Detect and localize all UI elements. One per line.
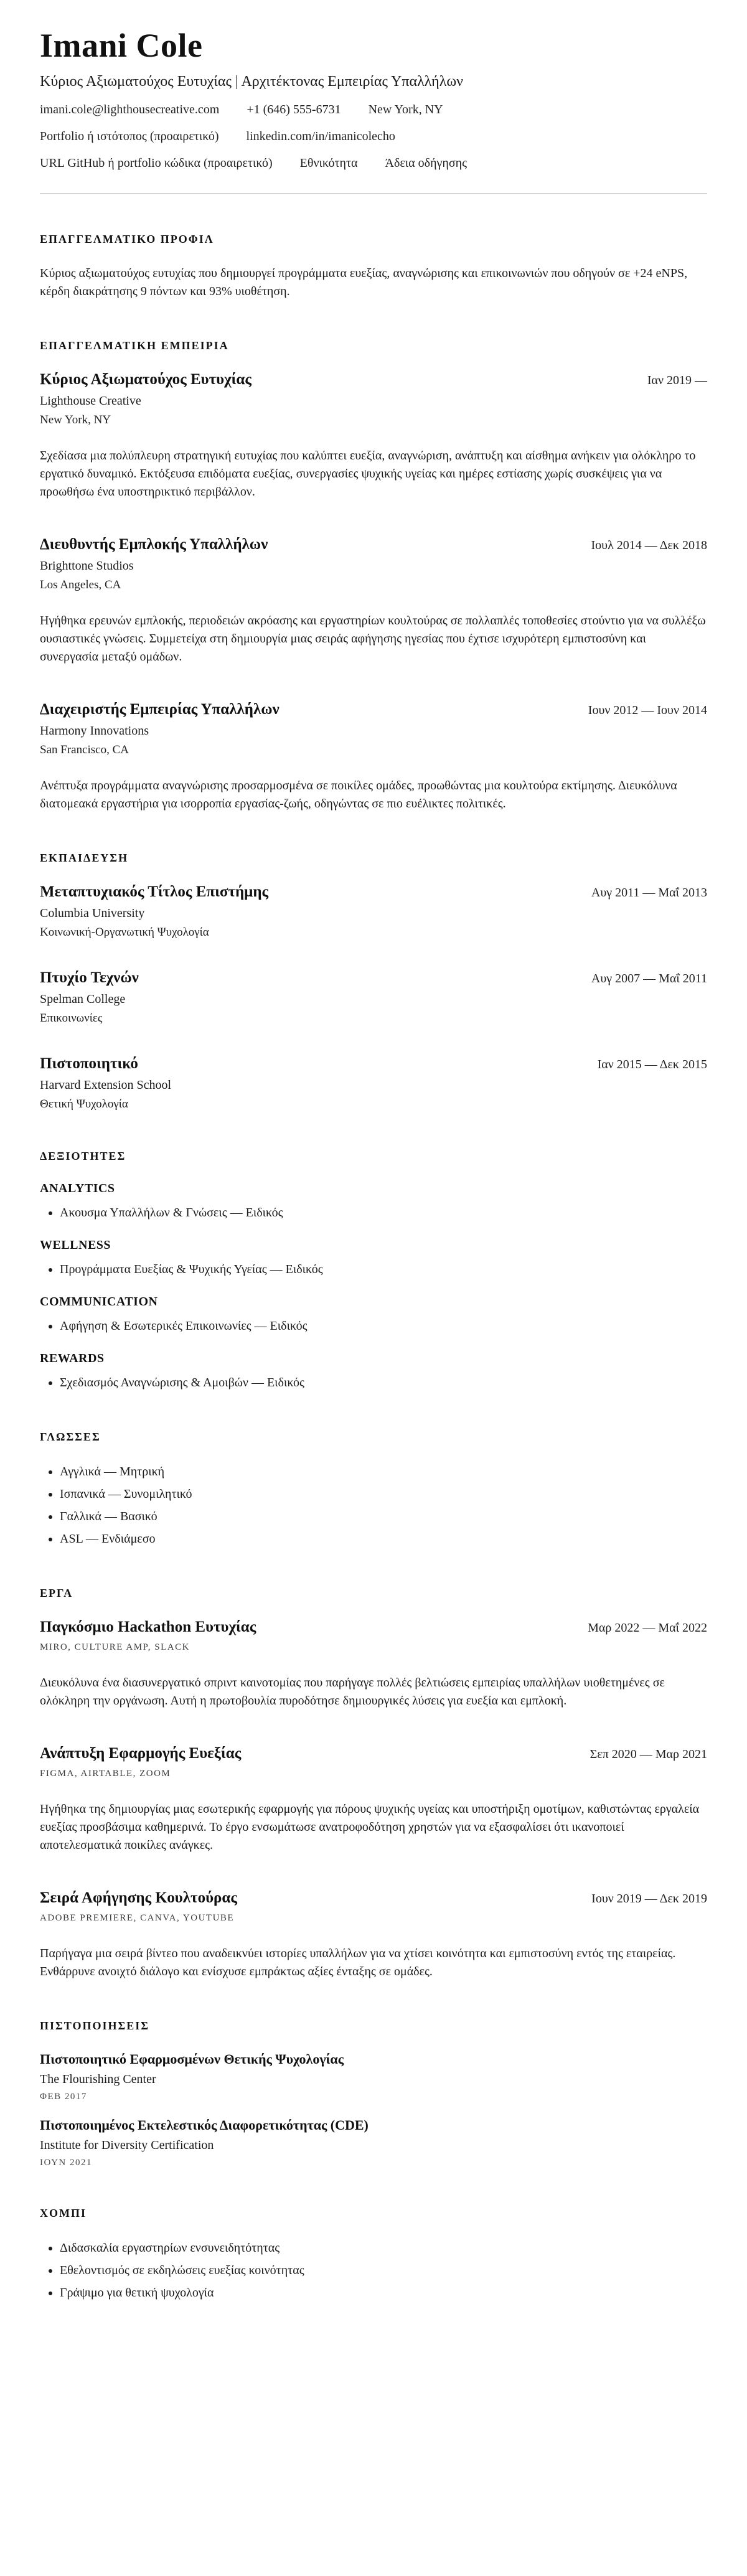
job-description: Σχεδίασα μια πολύπλευρη στρατηγική ευτυχίας που καλύπτει ευεξία, αναγνώριση, ανάπτυξη και αίσθημα ανήκειν για ολόκληρο το εργατικό δυναμικό. Εκτόξευσα επιδόματα ευεξίας, συνεργασίες ψυχικής υγείας και ημέρες εστίασης χωρίς συσκέψεις για να προωθήσω ένα υποστηρικτικό περιβάλλον. [40, 449, 696, 499]
project-entry [40, 1619, 707, 1710]
education-entry-head [40, 1055, 707, 1073]
skill-category: COMMUNICATION [40, 1295, 158, 1309]
hobby-item: • Διδασκαλία εργαστηρίων ενσυνειδητότητας [60, 2239, 707, 2257]
skill-category: ANALYTICS [40, 1182, 115, 1195]
hobby-item: • Γράψιμο για θετική ψυχολογία [60, 2283, 707, 2302]
language-item: • Ισπανικά — Συνομιλητικό [60, 1485, 707, 1503]
hobby-item: • Εθελοντισμός σε εκδηλώσεις ευεξίας κοινότητας [60, 2261, 707, 2280]
education-dates: Ιαν 2015 — Δεκ 2015 [597, 1058, 707, 1071]
header-divider [40, 193, 707, 194]
skill-item: • Σχεδιασμός Αναγνώρισης & Αμοιβών — Ειδικός [60, 1373, 707, 1392]
education-field: Θετική Ψυχολογία [40, 1098, 128, 1111]
skill-category: WELLNESS [40, 1238, 111, 1252]
education-degree: Πιστοποιητικό [40, 1055, 138, 1072]
skill-group [40, 1351, 707, 1392]
section-heading-projects: ΕΡΓΑ [40, 1587, 73, 1599]
job-location: San Francisco, CA [40, 743, 129, 756]
education-school: Columbia University [40, 906, 145, 920]
education-entry [40, 969, 707, 1025]
contact-location: New York, NY [368, 103, 443, 116]
skill-list [40, 1373, 707, 1392]
section-heading-profile: ΕΠΑΓΓΕΛΜΑΤΙΚΟ ΠΡΟΦΙΛ [40, 233, 214, 245]
project-tools: MIRO, CULTURE AMP, SLACK [40, 1642, 190, 1652]
certification-entry [40, 2051, 707, 2102]
section-heading-languages: ΓΛΩΣΣΕΣ [40, 1431, 101, 1443]
project-entry [40, 1745, 707, 1854]
job-location: Los Angeles, CA [40, 578, 121, 591]
section-profile [40, 233, 707, 301]
contact-github: URL GitHub ή portfolio κώδικα (προαιρετικό) [40, 156, 273, 170]
project-title: Παγκόσμιο Hackathon Ευτυχίας [40, 1619, 256, 1635]
job-company: Lighthouse Creative [40, 394, 141, 408]
language-item: • ASL — Ενδιάμεσο [60, 1530, 707, 1548]
section-heading-experience: ΕΠΑΓΓΕΛΜΑΤΙΚΗ ΕΜΠΕΙΡΙΑ [40, 339, 229, 352]
job-location: New York, NY [40, 413, 111, 426]
certification-issuer: The Flourishing Center [40, 2072, 156, 2086]
resume-header [40, 26, 707, 194]
contact-phone: +1 (646) 555-6731 [247, 103, 341, 116]
contact-email: imani.cole@lighthousecreative.com [40, 103, 220, 116]
contact-row-1 [40, 103, 707, 117]
language-list [40, 1462, 707, 1548]
job-company: Harmony Innovations [40, 724, 149, 738]
language-item: • Γαλλικά — Βασικό [60, 1507, 707, 1526]
skill-list [40, 1260, 707, 1279]
job-entry-head [40, 701, 707, 718]
section-heading-hobbies: ΧΟΜΠΙ [40, 2207, 87, 2219]
job-entry-head [40, 536, 707, 553]
skill-group [40, 1182, 707, 1222]
project-entry-head [40, 1745, 707, 1762]
education-entry-head [40, 969, 707, 987]
skill-item: • Ακουσμα Υπαλλήλων & Γνώσεις — Ειδικός [60, 1203, 707, 1222]
skill-item: • Προγράμματα Ευεξίας & Ψυχικής Υγείας — Ειδικός [60, 1260, 707, 1279]
project-dates: Μαρ 2022 — Μαΐ 2022 [588, 1621, 707, 1635]
section-languages [40, 1431, 707, 1548]
project-dates: Σεπ 2020 — Μαρ 2021 [590, 1747, 707, 1761]
project-title: Σειρά Αφήγησης Κουλτούρας [40, 1889, 237, 1906]
section-education [40, 852, 707, 1111]
candidate-name: Imani Cole [40, 27, 203, 64]
section-heading-certifications: ΠΙΣΤΟΠΟΙΗΣΕΙΣ [40, 2019, 150, 2032]
certification-title: Πιστοποιημένος Εκτελεστικός Διαφορετικότητας (CDE) [40, 2117, 369, 2133]
project-description: Παρήγαγα μια σειρά βίντεο που αναδεικνύει ιστορίες υπαλλήλων για να χτίσει κοινότητα και εμπιστοσύνη εντός της εταιρείας. Ενθάρρυνε ανοιχτό διάλογο και ενίσχυσε εμπράκτως αξίες ένταξης σε ομάδες. [40, 1947, 676, 1978]
skill-group [40, 1295, 707, 1335]
section-hobbies [40, 2207, 707, 2302]
hobby-list [40, 2239, 707, 2302]
contact-linkedin: linkedin.com/in/imanicolecho [246, 129, 395, 143]
language-item: • Αγγλικά — Μητρική [60, 1462, 707, 1481]
candidate-tagline: Κύριος Αξιωματούχος Ευτυχίας | Αρχιτέκτονας Εμπειρίας Υπαλλήλων [40, 73, 463, 90]
job-title: Διαχειριστής Εμπειρίας Υπαλλήλων [40, 701, 280, 718]
section-projects [40, 1587, 707, 1981]
education-dates: Αυγ 2007 — Μαΐ 2011 [591, 972, 707, 985]
job-description: Ηγήθηκα ερευνών εμπλοκής, περιοδειών ακρόασης και εργαστηρίων κουλτούρας σε πολλαπλές τοποθεσίες στούντιο για να συλλέξω ουσιαστικές γνώσεις. Συμμετείχα στη δημιουργία μιας σειράς αφήγησης ηγεσίας που έχτισε ισχυρότερη εμπιστοσύνη και συνεργασία μεταξύ ομάδων. [40, 614, 706, 664]
job-dates: Ιουν 2012 — Ιουν 2014 [588, 703, 707, 717]
job-title: Κύριος Αξιωματούχος Ευτυχίας [40, 371, 251, 388]
certification-title: Πιστοποιητικό Εφαρμοσμένων Θετικής Ψυχολογίας [40, 2051, 344, 2067]
project-entry-head [40, 1619, 707, 1636]
project-title: Ανάπτυξη Εφαρμογής Ευεξίας [40, 1745, 242, 1762]
project-description: Διευκόλυνα ένα διασυνεργατικό σπριντ καινοτομίας που παρήγαγε πολλές βελτιώσεις εμπειρίας υπαλλήλων υιοθετημένες σε ολόκληρη την οργάνωση. Αυτή η πρωτοβουλία πυροδότησε δημιουργικές λύσεις για ευεξία και εμπλοκή. [40, 1676, 665, 1708]
certification-issuer: Institute for Diversity Certification [40, 2138, 214, 2152]
education-school: Harvard Extension School [40, 1078, 172, 1092]
skill-category: REWARDS [40, 1351, 105, 1365]
project-tools: ADOBE PREMIERE, CANVA, YOUTUBE [40, 1913, 235, 1923]
section-experience [40, 339, 707, 813]
job-entry-head [40, 371, 707, 388]
contact-row-2 [40, 129, 707, 144]
section-certifications [40, 2019, 707, 2168]
contact-driving-license: Άδεια οδήγησης [385, 156, 467, 170]
section-heading-education: ΕΚΠΑΙΔΕΥΣΗ [40, 852, 129, 864]
education-field: Κοινωνική-Οργανωτική Ψυχολογία [40, 926, 209, 939]
job-entry [40, 536, 707, 666]
education-dates: Αυγ 2011 — Μαΐ 2013 [591, 886, 707, 900]
education-entry-head [40, 883, 707, 901]
job-dates: Ιαν 2019 — [647, 374, 707, 387]
project-entry [40, 1889, 707, 1981]
job-description: Ανέπτυξα προγράμματα αναγνώρισης προσαρμοσμένα σε ποικίλες ομάδες, προωθώντας μια κουλτούρα εκτίμησης. Διευκόλυνα διατομεακά εργαστήρια για ισορροπία εργασίας-ζωής, οδηγώντας σε πιο ευέλικτες πολιτικές. [40, 779, 677, 811]
job-dates: Ιουλ 2014 — Δεκ 2018 [591, 538, 707, 552]
section-heading-skills: ΔΕΞΙΟΤΗΤΕΣ [40, 1150, 126, 1162]
education-degree: Πτυχίο Τεχνών [40, 969, 139, 986]
section-skills [40, 1150, 707, 1392]
project-tools: FIGMA, AIRTABLE, ZOOM [40, 1769, 171, 1779]
project-entry-head [40, 1889, 707, 1907]
certification-date: ΙΟΥΝ 2021 [40, 2158, 92, 2168]
project-description: Ηγήθηκα της δημιουργίας μιας εσωτερικής εφαρμογής για πόρους ψυχικής υγείας και υποστήριξη ομοτίμων, καθιστώντας εργαλεία ευεξίας προσβάσιμα καθημερινά. Το έργο ενσωμάτωσε ανατροφοδότηση χρηστών για να εξασφαλίσει ότι ικανοποιεί αποτελεσματικά ποικίλες ανάγκες. [40, 1802, 700, 1852]
certification-date: ΦΕΒ 2017 [40, 2092, 87, 2102]
contact-portfolio: Portfolio ή ιστότοπος (προαιρετικό) [40, 129, 219, 143]
profile-summary: Κύριος αξιωματούχος ευτυχίας που δημιουργεί προγράμματα ευεξίας, αναγνώρισης και επικοινωνιών που οδηγούν σε +24 eNPS, κέρδη διακράτησης 9 πόντων και 93% υιοθέτηση. [40, 266, 688, 298]
contact-nationality: Εθνικότητα [299, 156, 358, 170]
skill-list [40, 1203, 707, 1222]
education-school: Spelman College [40, 992, 126, 1006]
project-dates: Ιουν 2019 — Δεκ 2019 [591, 1892, 707, 1906]
education-field: Επικοινωνίες [40, 1012, 103, 1025]
job-company: Brighttone Studios [40, 559, 134, 573]
education-degree: Μεταπτυχιακός Τίτλος Επιστήμης [40, 883, 269, 900]
education-entry [40, 1055, 707, 1111]
job-entry [40, 371, 707, 501]
skill-list [40, 1317, 707, 1335]
contact-row-3 [40, 156, 707, 171]
skill-item: • Αφήγηση & Εσωτερικές Επικοινωνίες — Ειδικός [60, 1317, 707, 1335]
education-entry [40, 883, 707, 939]
skill-group [40, 1238, 707, 1279]
certification-entry [40, 2117, 707, 2168]
job-title: Διευθυντής Εμπλοκής Υπαλλήλων [40, 536, 268, 553]
job-entry [40, 701, 707, 813]
